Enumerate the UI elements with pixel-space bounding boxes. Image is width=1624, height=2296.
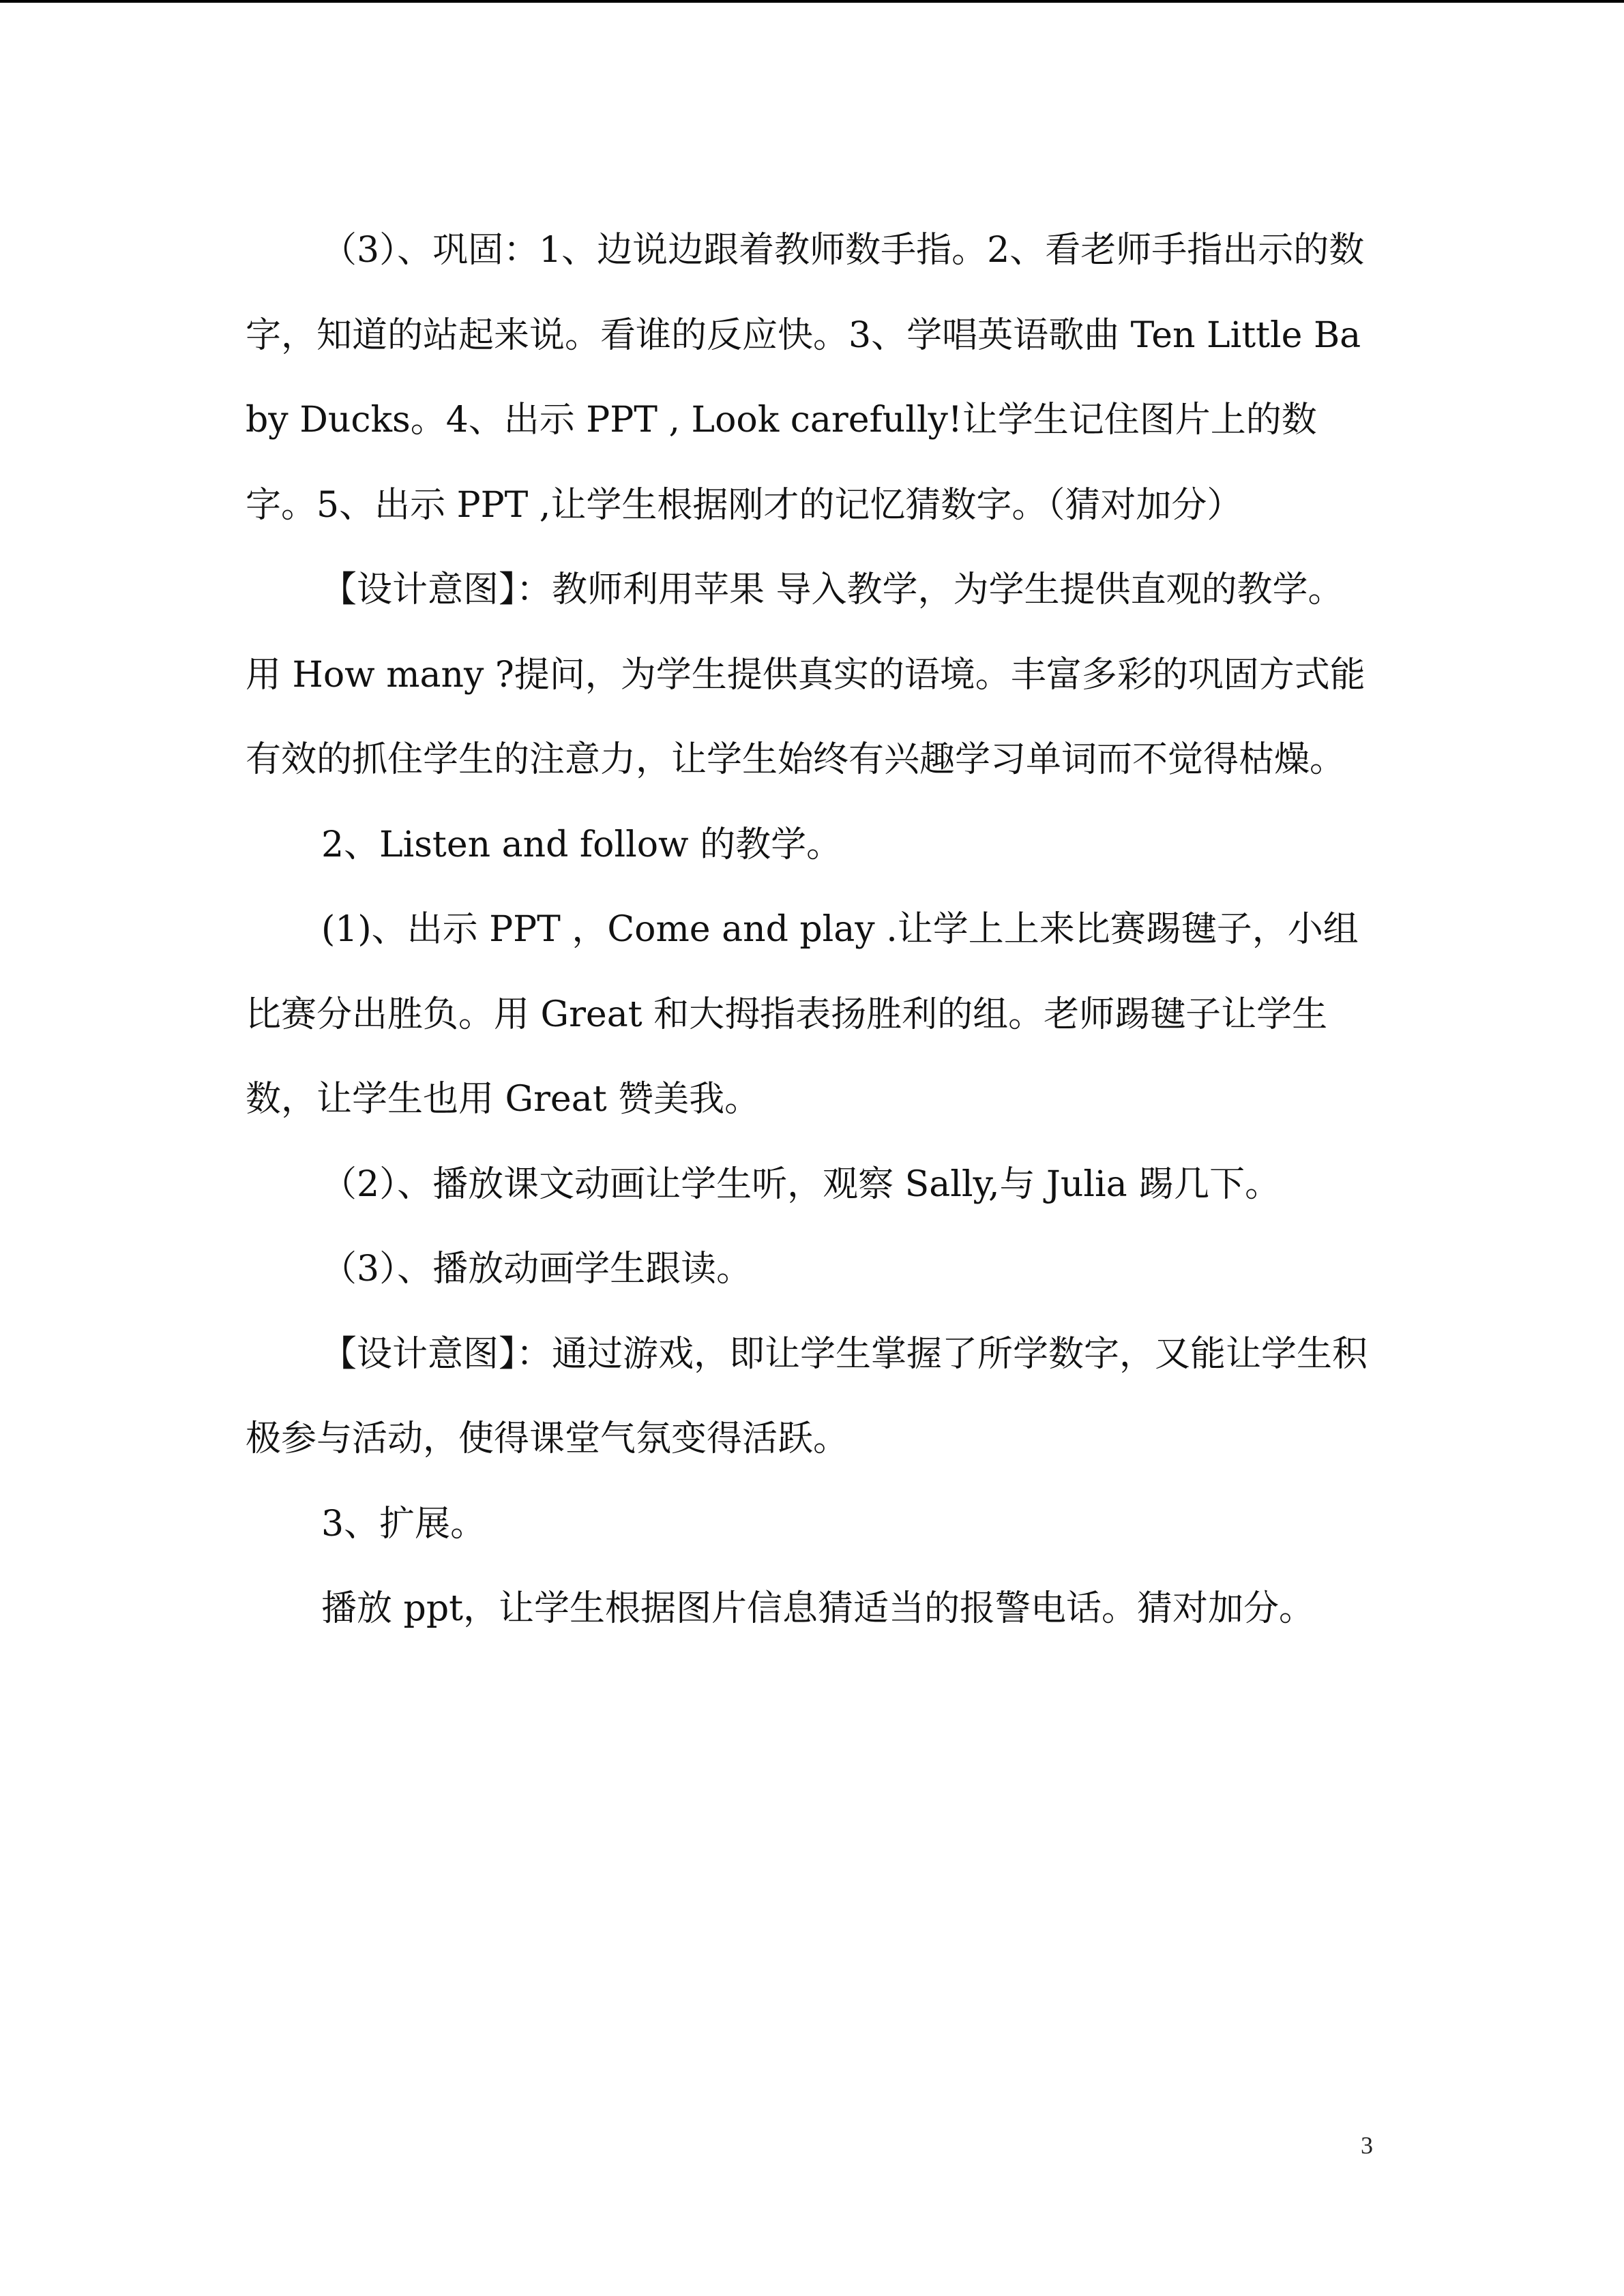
paragraph-consolidation: （3）、巩固：1、边说边跟着教师数手指。2、看老师手指出示的数字，知道的站起来说。看谁的反应快。3、学唱英语歌曲 Ten Little Baby Ducks。4、出示 PPT , Look carefully!让学生记住图片上的数字。5、出示 PPT ,让学生根据刚才的记忆猜数字。（猜对加分） xyxy=(246,230,1365,526)
paragraph-design-intent-1: 【设计意图】：教师利用苹果 导入教学，为学生提供直观的教学。用 How many ?提问，为学生提供真实的语境。丰富多彩的巩固方式能有效的抓住学生的注意力，让学生始终有兴趣学习单词而不觉得枯燥。 xyxy=(246,569,1365,780)
paragraph-extension-activity: 播放 ppt，让学生根据图片信息猜适当的报警电话。猜对加分。 xyxy=(321,1588,1315,1629)
page-number: 3 xyxy=(1361,2132,1373,2159)
paragraph-step-2: （2）、播放课文动画让学生听，观察 Sally,与 Julia 踢几下。 xyxy=(321,1163,1281,1205)
paragraph-design-intent-2: 【设计意图】：通过游戏，即让学生掌握了所学数字，又能让学生积极参与活动，使得课堂气氛变得活跃。 xyxy=(246,1333,1368,1459)
paragraph-step-1: (1)、出示 PPT ，Come and play .让学上上来比赛踢毽子，小组比赛分出胜负。用 Great 和大拇指表扬胜利的组。老师踢毽子让学生数，让学生也用 Great 赞美我。 xyxy=(246,909,1359,1120)
top-border-line xyxy=(0,0,1624,3)
paragraph-listen-follow-heading: 2、Listen and follow 的教学。 xyxy=(321,824,842,865)
document-body xyxy=(246,208,1378,1652)
paragraph-extension-heading: 3、扩展。 xyxy=(321,1503,486,1545)
paragraph-step-3: （3）、播放动画学生跟读。 xyxy=(321,1249,752,1289)
